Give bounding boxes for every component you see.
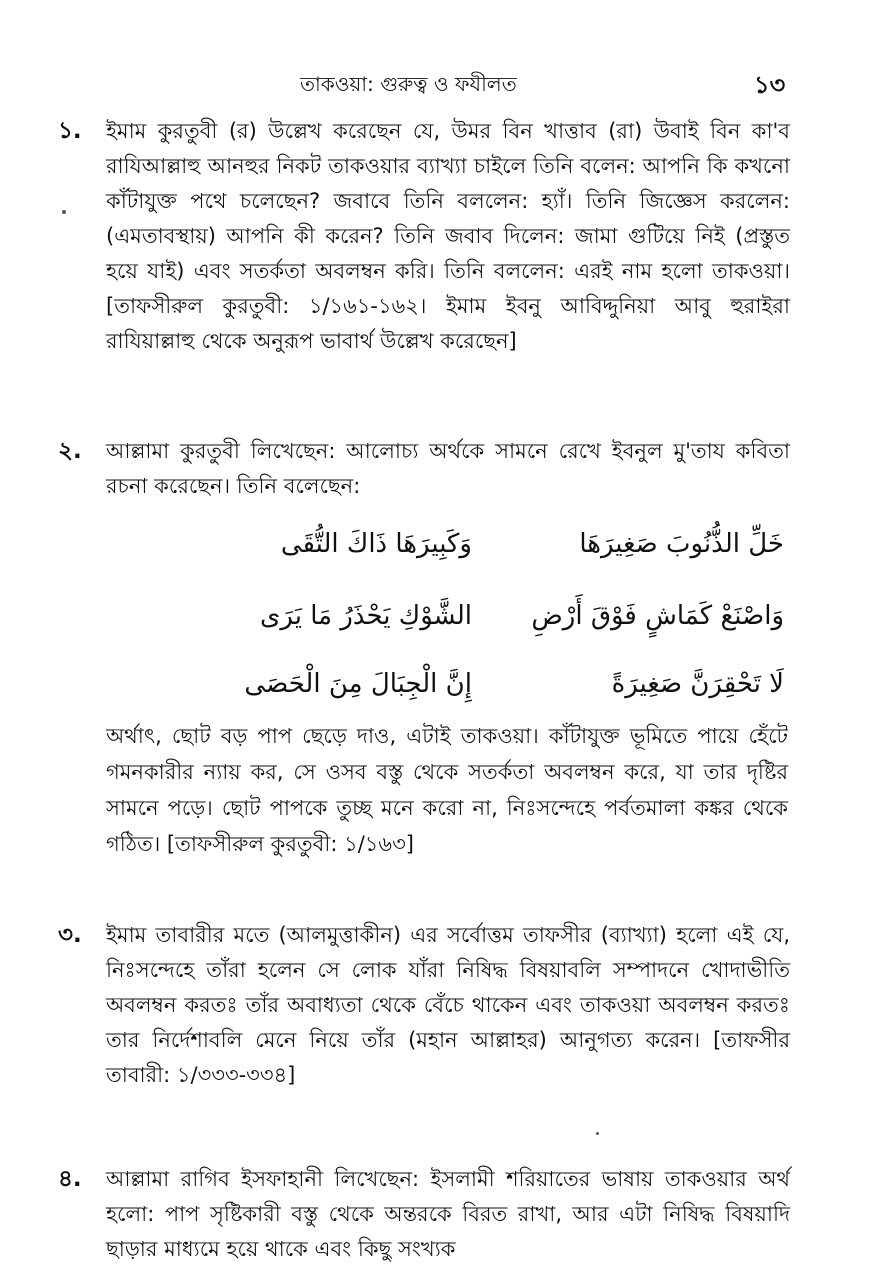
poem-verse-1-second: وَكَبِيرَهَا ذَاكَ التُّقَى <box>280 529 472 559</box>
item-number: ৩. <box>58 922 82 948</box>
item-number: ৪. <box>58 1166 82 1192</box>
print-speck <box>596 1132 599 1135</box>
item-text: ইমাম তাবারীর মতে (আলমুত্তাকীন) এর সর্বোত্তম তাফসীর (ব্যাখ্যা) হলো এই যে, নিঃসন্দেহে তাঁরা হলেন সে লোক যাঁরা নিষিদ্ধ বিষয়াবলি সম্পাদনে খোদাভীতি অবলম্বন করতঃ তাঁর অবাধ্যতা থেকে বেঁচে থাকেন এবং তাকওয়া অবলম্বন করতঃ তার নির্দেশাবলি মেনে নিয়ে তাঁর (মহান আল্লাহর) আনুগত্য করেন। [তাফসীর তাবারী: ১/৩৩৩-৩৩৪] <box>106 923 790 1087</box>
item-number: ১. <box>58 118 82 144</box>
item-text: আল্লামা রাগিব ইসফাহানী লিখেছেন: ইসলামী শরিয়াতের ভাষায় তাকওয়ার অর্থ হলো: পাপ সৃষ্টিকারী বস্তু থেকে অন্তরকে বিরত রাখা, আর এটা নিষিদ্ধ বিষয়াদি ছাড়ার মাধ্যমে হয়ে থাকে এবং কিছু সংখ্যক <box>106 1167 790 1261</box>
poem-verse-2-first: وَاصْنَعْ كَمَاشٍ فَوْقَ أَرْضِ <box>531 601 784 631</box>
poem-verse-3-first: لَا تَحْقِرَنَّ صَغِيرَةً <box>611 669 784 699</box>
running-header-title: তাকওয়া: গুরুত্ব ও ফযীলত <box>300 72 517 96</box>
poem-explanation: অর্থাৎ, ছোট বড় পাপ ছেড়ে দাও, এটাই তাকওয়া। কাঁটাযুক্ত ভূমিতে পায়ে হেঁটে গমনকারীর ন্যায় কর, সে ওসব বস্তু থেকে সতর্কতা অবলম্বন করে, যা তার দৃষ্টির সামনে পড়ে। ছোট পাপকে তুচ্ছ মনে করো না, নিঃসন্দেহে পর্বতমালা কঙ্কর থেকে গঠিত। [তাফসীরুল কুরতুবী: ১/১৬৩] <box>106 724 788 856</box>
item-number: ২. <box>58 438 82 464</box>
page-number: ১৩ <box>754 71 786 99</box>
poem-verse-2-second: الشَّوْكِ يَحْذَرُ مَا يَرَى <box>260 601 472 631</box>
poem-verse-3-second: إِنَّ الْجِبَالَ مِنَ الْحَصَى <box>244 669 472 699</box>
print-speck <box>62 210 66 214</box>
poem-verse-1-first: خَلِّ الذُّنُوبَ صَغِيرَهَا <box>579 529 784 559</box>
item-text: আল্লামা কুরতুবী লিখেছেন: আলোচ্য অর্থকে সামনে রেখে ইবনুল মু'তায কবিতা রচনা করেছেন। তিনি বলেছেন: <box>106 439 790 498</box>
item-text: ইমাম কুরতুবী (র) উল্লেখ করেছেন যে, উমর বিন খাত্তাব (রা) উবাই বিন কা'ব রাযিআল্লাহু আনহুর নিকট তাকওয়ার ব্যাখ্যা চাইলে তিনি বলেন: আপনি কি কখনো কাঁটাযুক্ত পথে চলেছেন? জবাবে তিনি বললেন: হ্যাঁ। তিনি জিজ্ঞেস করলেন: (এমতাবস্থায়) আপনি কী করেন? তিনি জবাব দিলেন: জামা গুটিয়ে নিই (প্রস্তুত হয়ে যাই) এবং সতর্কতা অবলম্বন করি। তিনি বললেন: এরই নাম হলো তাকওয়া। [তাফসীরুল কুরতুবী: ১/১৬১-১৬২। ইমাম ইবনু আবিদ্দুনিয়া আবু হুরাইরা রাযিয়াল্লাহু থেকে অনুরূপ ভাবার্থ উল্লেখ করেছেন] <box>106 119 790 353</box>
